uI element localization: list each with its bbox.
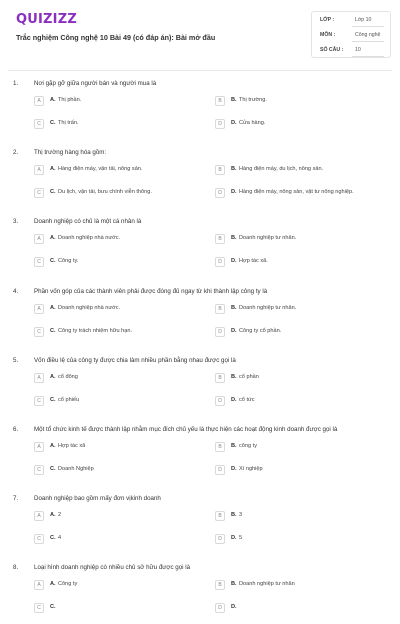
option-letter: A. (50, 581, 56, 588)
worksheet-header (0, 0, 400, 70)
question-number: 1. (13, 80, 19, 87)
option-letter: C. (50, 535, 56, 542)
option-text: Công ty cổ phần. (239, 327, 282, 334)
option-badge: C (34, 188, 44, 198)
option-text: 3 (239, 512, 243, 519)
option-letter: B. (231, 97, 237, 103)
option-text: Cửa hàng. (239, 120, 266, 126)
option-letter: C. (50, 120, 56, 126)
option-letter: C. (50, 396, 56, 403)
option-letter: C. (50, 604, 56, 611)
option-letter: D. (231, 120, 237, 126)
answer-option[interactable] (215, 165, 385, 177)
option-text: Hợp tác xã (58, 443, 86, 449)
question-number: 6. (13, 426, 19, 433)
option-text: Thị phần. (58, 97, 82, 103)
question-number: 8. (13, 564, 19, 572)
answer-option[interactable] (215, 465, 385, 477)
option-badge: D (215, 396, 225, 406)
option-letter: D. (231, 327, 237, 334)
info-underline (352, 56, 384, 57)
question-text: Doanh nghiệp có chủ là một cá nhân là (34, 218, 142, 226)
question-item (0, 218, 400, 278)
info-label: SỐ CÂU : (320, 47, 344, 53)
option-text: Công ty trách nhiệm hữu hạn. (58, 327, 133, 334)
info-label: LỚP : (320, 17, 335, 23)
option-letter: A. (50, 97, 56, 103)
header-divider (8, 70, 392, 71)
option-letter: B. (231, 235, 237, 242)
option-text: Thị trường. (239, 97, 267, 103)
option-text: cổ phần (239, 373, 259, 380)
option-letter: A. (50, 443, 56, 449)
answer-option[interactable] (215, 304, 385, 316)
answer-option[interactable] (34, 603, 204, 615)
option-badge: A (34, 304, 44, 314)
question-item (0, 80, 400, 140)
option-badge: C (34, 465, 44, 475)
option-text: Doanh nghiệp tư nhân (239, 581, 295, 588)
option-text: Doanh nghiệp nhà nước. (58, 304, 121, 311)
answer-option[interactable] (215, 96, 385, 108)
question-number: 5. (13, 356, 19, 364)
option-badge: A (34, 373, 44, 383)
option-text: Thị trấn. (58, 120, 79, 126)
question-item (0, 288, 400, 348)
answer-option[interactable] (34, 165, 204, 177)
answer-option[interactable] (34, 257, 204, 269)
option-text: Du lịch, vận tải, bưu chính viễn thông. (58, 189, 152, 196)
answer-option[interactable] (34, 188, 204, 200)
option-text: 5 (239, 535, 243, 542)
option-text: Công ty. (58, 258, 79, 265)
answer-option[interactable] (215, 257, 385, 269)
option-letter: D. (231, 604, 237, 611)
option-badge: D (215, 327, 225, 337)
question-number: 3. (13, 218, 19, 226)
answer-option[interactable] (215, 603, 385, 615)
option-letter: A. (50, 166, 56, 173)
option-badge: A (34, 96, 44, 106)
answer-option[interactable] (215, 234, 385, 246)
answer-option[interactable] (215, 373, 385, 385)
info-underline (352, 26, 384, 27)
info-label: MÔN : (320, 32, 336, 38)
option-badge: C (34, 396, 44, 406)
question-text: Loại hình doanh nghiệp có nhiều chủ sở hữu được gọi là (34, 564, 191, 572)
answer-option[interactable] (34, 580, 204, 592)
option-letter: A. (50, 235, 56, 242)
option-badge: A (34, 234, 44, 244)
option-text: Hàng điện máy, du lịch, nông sản. (239, 166, 324, 173)
option-badge: A (34, 442, 44, 452)
answer-option[interactable] (34, 234, 204, 246)
option-badge: A (34, 511, 44, 521)
info-underline (352, 41, 384, 42)
option-badge: A (34, 580, 44, 590)
option-badge: D (215, 188, 225, 198)
option-letter: D. (231, 466, 237, 472)
info-value: Lớp 10 (355, 17, 372, 23)
quizizz-logo: QUIZIZZ (16, 12, 77, 27)
option-badge: D (215, 534, 225, 544)
option-letter: B. (231, 166, 237, 173)
answer-option[interactable] (215, 511, 385, 523)
info-value: 10 (355, 47, 361, 53)
option-text: Hàng điện máy, nông sản, vật tư nông nghiệp. (239, 189, 354, 196)
worksheet-title: Trắc nghiệm Công nghệ 10 Bài 49 (có đáp án): Bài mở đầu (16, 33, 216, 42)
question-text: Phần vốn góp của các thành viên phải được đóng đủ ngay từ khi thành lập công ty là (34, 287, 268, 295)
question-number: 2. (13, 149, 19, 157)
option-letter: D. (231, 535, 237, 542)
question-item (0, 426, 400, 486)
option-badge: B (215, 580, 225, 590)
worksheet-info-box (311, 11, 391, 58)
info-value: Công nghệ (355, 32, 381, 38)
question-number: 7. (13, 495, 19, 503)
option-letter: C. (50, 327, 56, 334)
question-item (0, 564, 400, 624)
answer-option[interactable] (215, 327, 385, 339)
answer-option[interactable] (34, 465, 204, 477)
question-text: Vốn điều lệ của công ty được chia làm nhiều phần bằng nhau được gọi là (34, 356, 236, 364)
option-badge: B (215, 165, 225, 175)
option-text: cổ phiếu (58, 396, 80, 403)
option-letter: B. (231, 581, 237, 588)
question-text: Nơi gặp gỡ giữa người bán và người mua là (34, 80, 157, 87)
option-text: Doanh nghiệp tư nhân. (239, 235, 297, 242)
option-badge: B (215, 442, 225, 452)
answer-option[interactable] (215, 442, 385, 454)
option-badge: C (34, 603, 44, 613)
option-letter: C. (50, 189, 56, 196)
answer-option[interactable] (34, 373, 204, 385)
option-letter: B. (231, 443, 237, 449)
option-letter: C. (50, 466, 56, 472)
option-text: Xí nghiệp (239, 466, 263, 472)
option-letter: B. (231, 512, 237, 519)
answer-option[interactable] (34, 304, 204, 316)
answer-option[interactable] (34, 96, 204, 108)
option-badge: B (215, 234, 225, 244)
answer-option[interactable] (34, 442, 204, 454)
answer-option[interactable] (215, 119, 385, 131)
option-text: Hợp tác xã. (239, 258, 268, 265)
option-letter: C. (50, 258, 56, 265)
option-text: Công ty (58, 581, 78, 588)
question-item (0, 495, 400, 555)
option-letter: B. (231, 373, 237, 380)
answer-option[interactable] (34, 396, 204, 408)
question-item (0, 357, 400, 417)
option-badge: C (34, 257, 44, 267)
option-badge: B (215, 304, 225, 314)
option-badge: B (215, 96, 225, 106)
option-badge: D (215, 603, 225, 613)
question-item (0, 149, 400, 209)
option-letter: D. (231, 189, 237, 196)
option-badge: D (215, 465, 225, 475)
option-text: cổ tức (239, 396, 255, 403)
answer-option[interactable] (34, 119, 204, 131)
option-badge: A (34, 165, 44, 175)
question-number: 4. (13, 287, 19, 295)
option-letter: B. (231, 304, 237, 311)
answer-option[interactable] (215, 580, 385, 592)
option-text: công ty (239, 443, 258, 449)
answer-option[interactable] (34, 534, 204, 546)
option-badge: C (34, 534, 44, 544)
answer-option[interactable] (215, 396, 385, 408)
option-text: cổ đông (58, 373, 78, 380)
option-letter: D. (231, 258, 237, 265)
option-text: 2 (58, 512, 62, 519)
option-badge: B (215, 511, 225, 521)
option-text: Doanh Nghiệp (58, 466, 94, 472)
option-text: 4 (58, 535, 62, 542)
answer-option[interactable] (34, 327, 204, 339)
info-row-grade (312, 13, 390, 28)
question-text: Doanh nghiệp bao gồm mấy đơn vịkinh doanh (34, 495, 161, 503)
option-badge: D (215, 257, 225, 267)
option-badge: D (215, 119, 225, 129)
option-badge: C (34, 327, 44, 337)
question-text: Một tổ chức kinh tế được thành lập nhằm mục đích chủ yếu là thực hiện các hoạt động kinh doanh được gọi là (34, 426, 338, 433)
option-text: Doanh nghiệp nhà nước. (58, 235, 121, 242)
info-row-subject (312, 28, 390, 43)
option-letter: A. (50, 512, 56, 519)
option-letter: A. (50, 373, 56, 380)
answer-option[interactable] (215, 534, 385, 546)
option-text: Doanh nghiệp tư nhân. (239, 304, 297, 311)
option-badge: C (34, 119, 44, 129)
option-letter: D. (231, 396, 237, 403)
answer-option[interactable] (215, 188, 385, 200)
answer-option[interactable] (34, 511, 204, 523)
info-row-count (312, 43, 390, 58)
option-badge: B (215, 373, 225, 383)
option-text: Hàng điện máy, vận tải, nông sản. (58, 166, 143, 173)
option-letter: A. (50, 304, 56, 311)
question-text: Thị trường hàng hóa gồm: (34, 149, 107, 157)
